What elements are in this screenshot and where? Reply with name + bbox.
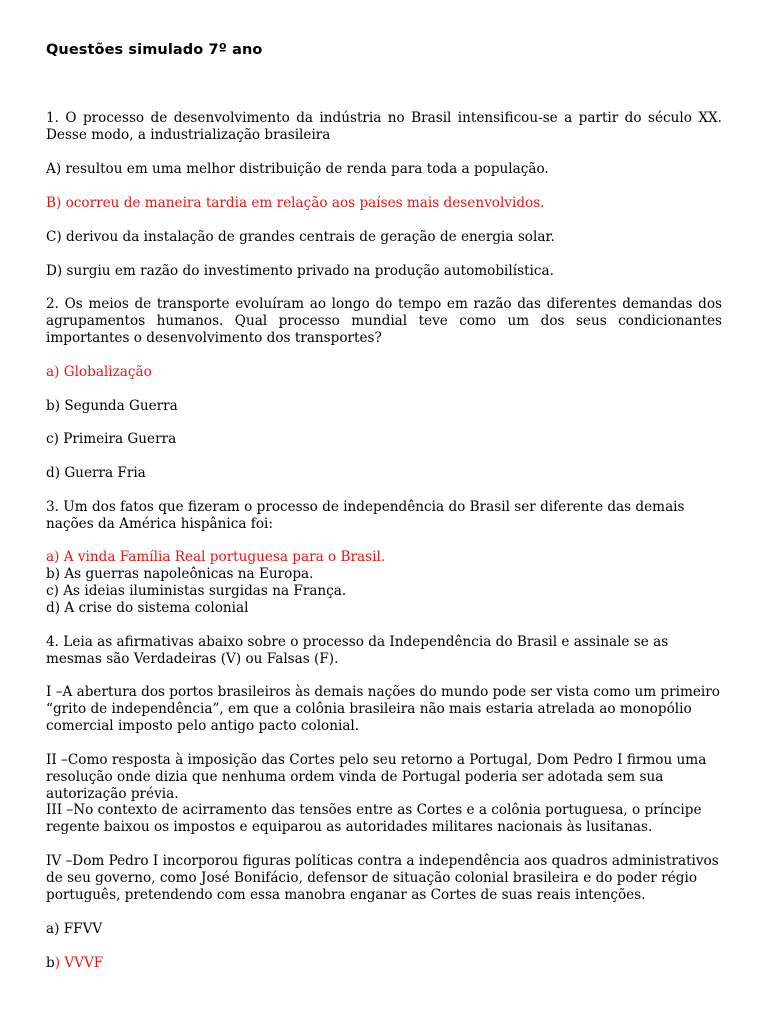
question-3-option-c: c) As ideias iluministas surgidas na França. [46, 583, 347, 599]
question-4-option-a: a) FFVV [46, 921, 103, 937]
question-3-option-a: a) A vinda Família Real portuguesa para o Brasil. [46, 549, 386, 565]
question-4-option-b [46, 955, 722, 972]
question-3-option-b: b) As guerras napoleônicas na Europa. [46, 566, 314, 582]
question-4-statement-1: I –A abertura dos portos brasileiros às demais nações do mundo pode ser vista como um primeiro “grito de independência”, em que a colônia brasileira não mais estaria atrelada ao monopólio comercial imposto pelo antigo pacto colonial. [46, 684, 720, 734]
question-3-stem: 3. Um dos fatos que fizeram o processo de independência do Brasil ser diferente das demais nações da América hispânica foi: [46, 499, 685, 532]
question-4-statement-2: II –Como resposta à imposição das Cortes pelo seu retorno a Portugal, Dom Pedro I firmou uma resolução onde dizia que nenhuma ordem vinda de Portugal poderia ser adotada sem sua autorização prévia. [46, 752, 707, 802]
question-4-option-b-answer: ) VVVF [54, 955, 104, 971]
question-2-option-d: d) Guerra Fria [46, 465, 146, 481]
question-2-option-a: a) Globalização [46, 364, 152, 380]
question-4-statement-3: III –No contexto de acirramento das tensões entre as Cortes e a colônia portuguesa, o príncipe regente baixou os impostos e equiparou as autoridades militares nacionais às lusitanas. [46, 802, 702, 835]
question-4-statement-4: IV –Dom Pedro I incorporou figuras políticas contra a independência aos quadros administrativos de seu governo, como José Bonifácio, defensor de situação colonial brasileira e do poder régio português, pretendendo com essa manobra enganar as Cortes de suas reais intenções. [46, 853, 719, 903]
question-4-option-b-prefix: b [46, 955, 55, 971]
question-1-option-a: A) resultou em uma melhor distribuição de renda para toda a população. [46, 161, 549, 177]
question-3-option-d: d) A crise do sistema colonial [46, 600, 249, 616]
question-1-option-b: B) ocorreu de maneira tardia em relação aos países mais desenvolvidos. [46, 195, 545, 211]
question-3-options [46, 549, 722, 617]
question-1-stem: 1. O processo de desenvolvimento da indústria no Brasil intensificou-se a partir do século XX. Desse modo, a industrialização brasileira [46, 110, 722, 143]
question-4-stem: 4. Leia as afirmativas abaixo sobre o processo da Independência do Brasil e assinale se as mesmas são Verdadeiras (V) ou Falsas (F). [46, 634, 669, 667]
question-2-stem: 2. Os meios de transporte evoluíram ao longo do tempo em razão das diferentes demandas dos agrupamentos humanos. Qual processo mundial teve como um dos seus condicionantes importantes o desenvolvimento dos transportes? [46, 296, 722, 346]
question-1-option-c: C) derivou da instalação de grandes centrais de geração de energia solar. [46, 229, 555, 245]
document-page [46, 0, 722, 1024]
question-2-option-c: c) Primeira Guerra [46, 431, 177, 447]
question-1-option-d: D) surgiu em razão do investimento privado na produção automobilística. [46, 263, 554, 279]
question-2-option-b: b) Segunda Guerra [46, 398, 178, 414]
page-title: Questões simulado 7º ano [46, 42, 263, 58]
